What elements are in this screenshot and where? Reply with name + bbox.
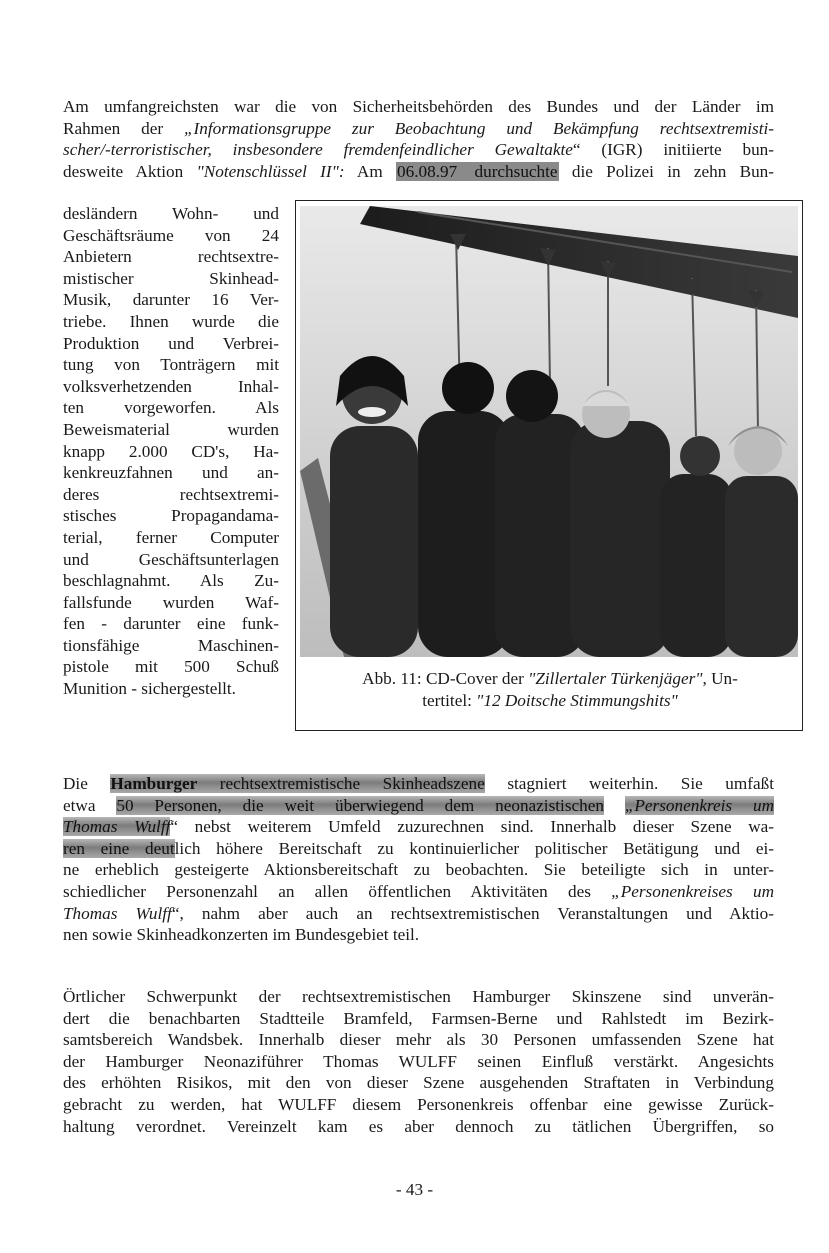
text-line: tung von Tonträgern mit (63, 355, 279, 375)
text-line: der Hamburger Neonaziführer Thomas WULFF seinen Einfluß verstärkt. Angesichts (63, 1051, 774, 1071)
highlight-ren-eine: ren eine deut (63, 838, 175, 858)
text-line: gebracht zu werden, hat WULFF diesem Personenkreis offenbar eine gewisse Zurück- (63, 1094, 774, 1114)
side-column-text (63, 203, 279, 700)
highlight-durchsuchte: durchsuchte (474, 161, 558, 181)
text-line: desweite Aktion "Notenschlüssel II": Am 06.08.97 durchsuchte die Polizei in zehn Bun- (63, 161, 774, 181)
text-line: Anbietern rechtsextre- (63, 247, 279, 267)
highlight-personenkreis: „Personenkreis um (624, 795, 774, 815)
text-line: tionsfähige Maschinen- (63, 635, 279, 655)
text-line: stisches Propagandama- (63, 506, 279, 526)
figure-caption (312, 668, 788, 712)
figure-frame (295, 200, 803, 731)
text-line: Thomas Wulff“ nebst weiterem Umfeld zuzurechnen sind. Innerhalb dieser Szene wa- (63, 817, 774, 837)
cd-cover-photo (300, 206, 798, 657)
highlight-thomas-wulff: Thomas Wulff (63, 817, 171, 837)
text-line: mistischer Skinhead- (63, 268, 279, 288)
text-line: Produktion und Verbrei- (63, 333, 279, 353)
text-line: Beweismaterial wurden (63, 419, 279, 439)
page-number: - 43 - (395, 1180, 434, 1199)
text-line: Musik, darunter 16 Ver- (63, 290, 279, 310)
caption-line: tertitel: "12 Doitsche Stimmungshits" (422, 691, 678, 710)
text-line: desländern Wohn- und (63, 204, 279, 223)
text-line: dert die benachbarten Stadtteile Bramfeld, Farmsen-Berne und Rahlstedt im Bezirk- (63, 1008, 774, 1028)
text-line: scher/-terroristischer, insbesondere fremdenfeindlicher Gewaltakte“ (IGR) initiierte bun- (63, 140, 774, 160)
highlight-hamburger: Hamburger (110, 774, 198, 793)
text-line: Am umfangreichsten war die von Sicherheitsbehörden des Bundes und der Länder im (63, 97, 774, 116)
text-line: haltung verordnet. Vereinzelt kam es aber dennoch zu tätlichen Übergriffen, so (63, 1116, 774, 1136)
text-line: Rahmen der „Informationsgruppe zur Beobachtung und Bekämpfung rechtsextremisti- (63, 118, 774, 138)
text-line: Geschäftsräume von 24 (63, 225, 279, 245)
text-line: knapp 2.000 CD's, Ha- (63, 441, 279, 461)
text-line: ne erheblich gesteigerte Aktionsbereitschaft zu beobachten. Sie beteiligte sich in unter- (63, 860, 774, 880)
caption-line: Abb. 11: CD-Cover der "Zillertaler Türkenjäger", Un- (362, 669, 738, 688)
text-line: deres rechtsextremi- (63, 484, 279, 504)
text-line: pistole mit 500 Schuß (63, 657, 279, 677)
text-line: etwa 50 Personen, die weit überwiegend dem neonazistischen „Personenkreis um (63, 795, 774, 815)
text-line: fallsfunde wurden Waf- (63, 592, 279, 612)
text-line: fen - darunter eine funk- (63, 614, 279, 634)
text-line: und Geschäftsunterlagen (63, 549, 279, 569)
highlight-skinheadszene: rechtsextremistische Skinheadszene (219, 774, 485, 793)
text-line: volksverhetzenden Inhal- (63, 376, 279, 396)
highlight-50-personen: 50 Personen, (116, 795, 222, 815)
text-line: terial, ferner Computer (63, 527, 279, 547)
paragraph-intro (63, 96, 774, 182)
text-line: triebe. Ihnen wurde die (63, 311, 279, 331)
highlight-ueberwiegend: die weit überwiegend dem neonazistischen (242, 795, 604, 815)
cd-cover-illustration (300, 206, 798, 657)
paragraph-hamburg-skinheads (63, 773, 774, 946)
text-line: beschlagnahmt. Als Zu- (63, 571, 279, 591)
text-line: schiedlicher Personenzahl an allen öffentlichen Aktivitäten des „Personenkreises um (63, 881, 774, 901)
text-line: ten vorgeworfen. Als (63, 398, 279, 418)
text-line: Örtlicher Schwerpunkt der rechtsextremistischen Hamburger Skinszene sind unverän- (63, 987, 774, 1006)
text-line: nen sowie Skinheadkonzerten im Bundesgebiet teil. (63, 925, 420, 945)
text-line: Die Hamburger rechtsextremistische Skinheadszene stagniert weiterhin. Sie umfaßt (63, 774, 774, 793)
text-line: des erhöhten Risikos, mit den von dieser Szene ausgehenden Straftaten in Verbindung (63, 1073, 774, 1093)
text-line: samtsbereich Wandsbek. Innerhalb dieser mehr als 30 Personen umfassenden Szene hat (63, 1030, 774, 1050)
highlight-date: 06.08.97 (397, 161, 458, 181)
text-line: Munition - sichergestellt. (63, 679, 236, 699)
text-line: ren eine deutlich höhere Bereitschaft zu kontinuierlicher politischer Betätigung und ei- (63, 838, 774, 858)
paragraph-skinszene-location (63, 986, 774, 1137)
text-line: Thomas Wulff“, nahm aber auch an rechtsextremistischen Veranstaltungen und Aktio- (63, 903, 774, 923)
text-line: kenkreuzfahnen und an- (63, 463, 279, 483)
